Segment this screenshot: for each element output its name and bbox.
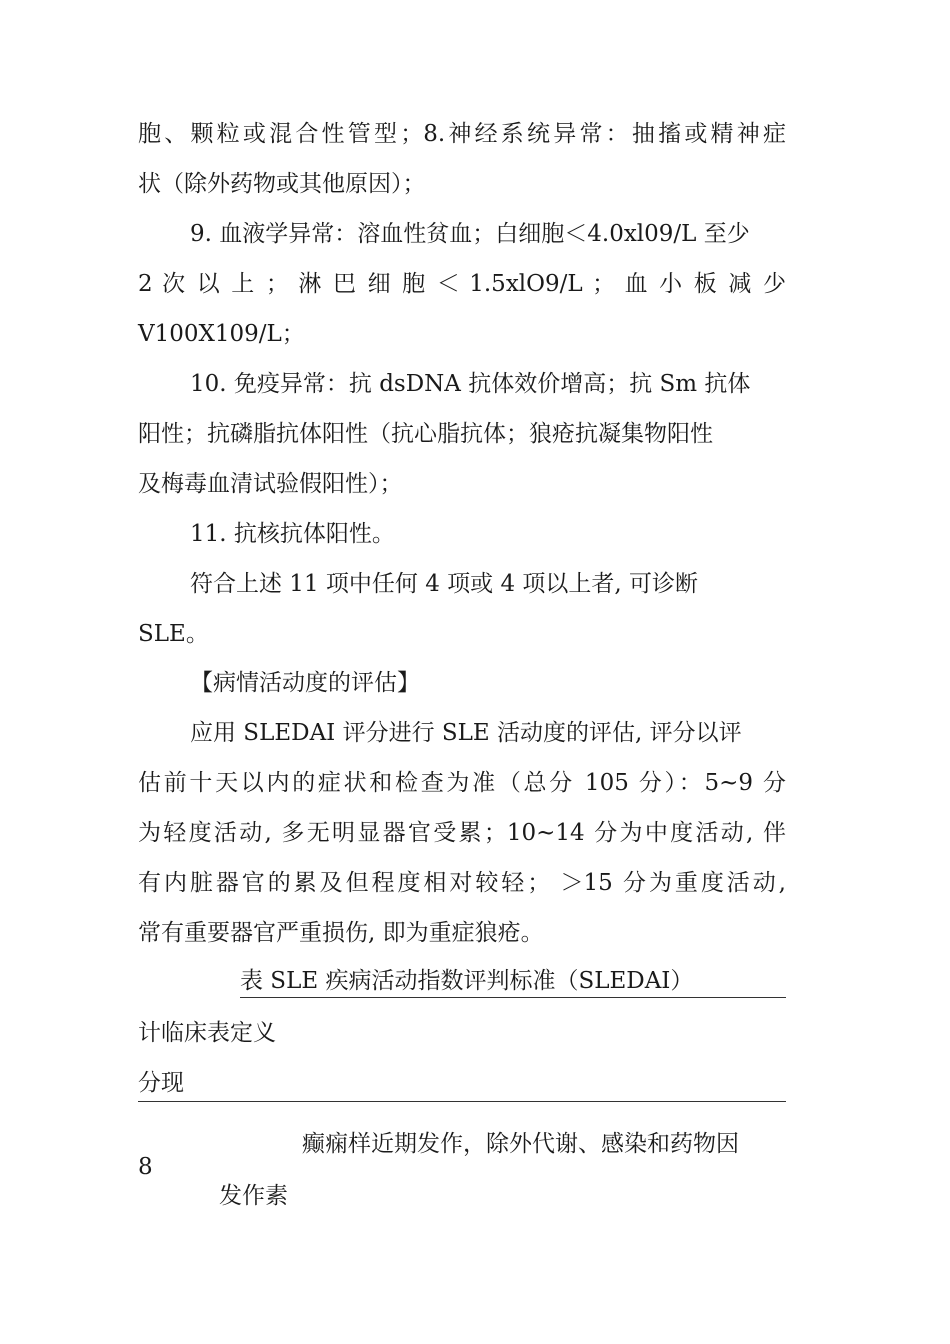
paragraph-line: 阳性；抗磷脂抗体阳性（抗心脂抗体；狼疮抗凝集物阳性 xyxy=(138,421,713,447)
paragraph-line: 常有重要器官严重损伤, 即为重症狼疮。 xyxy=(138,920,544,946)
paragraph-line: 2 次 以 上 ； 淋 巴 细 胞 ＜ 1.5xlO9/L ； 血 小 板 减 少 xyxy=(138,271,786,297)
paragraph-line: 胞、颗粒或混合性管型；8.神经系统异常：抽搐或精神症 xyxy=(138,121,786,147)
table-caption: 表 SLE 疾病活动指数评判标准（SLEDAI） xyxy=(240,968,694,994)
paragraph-line: 应用 SLEDAI 评分进行 SLE 活动度的评估, 评分以评 xyxy=(190,720,742,746)
paragraph-line: SLE。 xyxy=(138,621,209,647)
paragraph-line: 为轻度活动, 多无明显器官受累；10~14 分为中度活动, 伴 xyxy=(138,820,786,846)
paragraph-line: 10. 免疫异常：抗 dsDNA 抗体效价增高；抗 Sm 抗体 xyxy=(190,371,751,397)
table-header-line: 分现 xyxy=(138,1070,184,1096)
paragraph-line: V100X109/L； xyxy=(138,321,305,347)
table-cell-definition: 癫痫样近期发作，除外代谢、感染和药物因 xyxy=(302,1131,739,1157)
paragraph-line: 有内脏器官的累及但程度相对较轻； ＞15 分为重度活动, xyxy=(138,870,786,896)
paragraph-line: 及梅毒血清试验假阳性）； xyxy=(138,471,403,497)
table-cell-manifestation: 发作素 xyxy=(219,1183,288,1209)
table-top-rule xyxy=(240,997,786,998)
paragraph-line: 状（除外药物或其他原因）； xyxy=(138,171,426,197)
paragraph-line: 9. 血液学异常：溶血性贫血；白细胞＜4.0xl09/L 至少 xyxy=(190,221,750,247)
table-header-rule xyxy=(138,1101,786,1102)
table-cell-score: 8 xyxy=(138,1154,153,1180)
paragraph-line: 符合上述 11 项中任何 4 项或 4 项以上者, 可诊断 xyxy=(190,571,699,597)
paragraph-line: 估前十天以内的症状和检查为准（总分 105 分）：5~9 分 xyxy=(138,770,786,796)
section-heading: 【病情活动度的评估】 xyxy=(190,670,420,696)
paragraph-line: 11. 抗核抗体阳性。 xyxy=(190,521,395,547)
table-header-line: 计临床表定义 xyxy=(138,1020,276,1046)
